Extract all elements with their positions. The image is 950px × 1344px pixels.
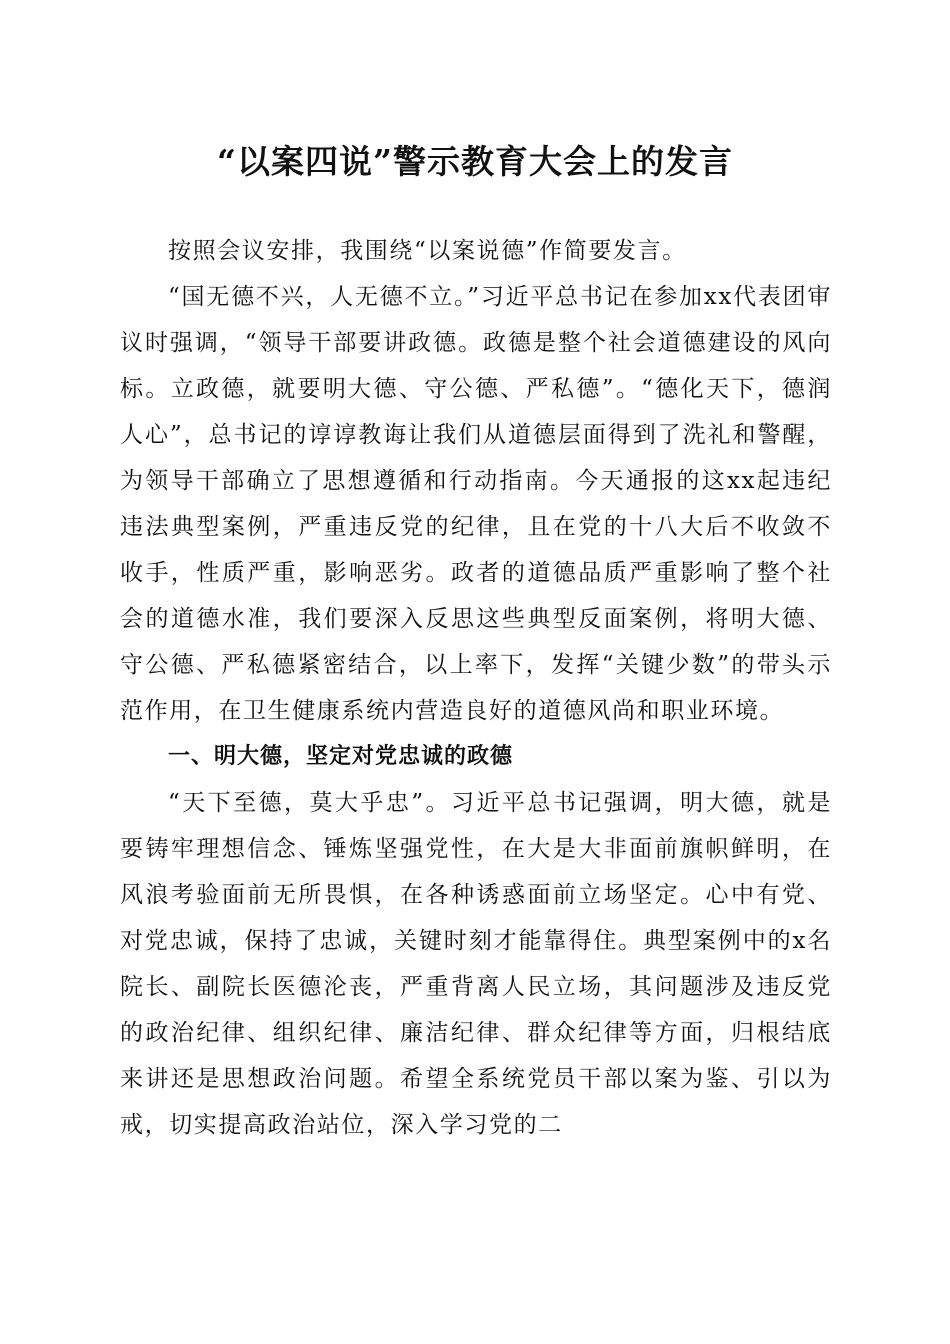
section-heading-1: 一、明大德，坚定对党忠诚的政德 [168,744,514,769]
document-body [120,228,832,1148]
context-paragraph: “国无德不兴，人无德不立。”习近平总书记在参加xx代表团审议时强调，“领导干部要讲政德。政德是整个社会道德建设的风向标。立政德，就要明大德、守公德、严私德”。“德化天下，德润人心”，总书记的谆谆教诲让我们从道德层面得到了洗礼和警醒，为领导干部确立了思想遵循和行动指南。今天通报的这xx起违纪违法典型案例，严重违反党的纪律，且在党的十八大后不收敛不收手，性质严重，影响恶劣。政者的道德品质严重影响了整个社会的道德水准，我们要深入反思这些典型反面案例，将明大德、守公德、严私德紧密结合，以上率下，发挥“关键少数”的带头示范作用，在卫生健康系统内营造良好的道德风尚和职业环境。 [120,284,832,724]
intro-paragraph: 按照会议安排，我围绕“以案说德”作简要发言。 [168,238,687,264]
document-title: “以案四说”警示教育大会上的发言 [217,142,733,181]
section-1-paragraph: “天下至德，莫大乎忠”。习近平总书记强调，明大德，就是要铸牢理想信念、锤炼坚强党性，在大是大非面前旗帜鲜明，在风浪考验面前无所畏惧，在各种诱惑面前立场坚定。心中有党、对党忠诚，保持了忠诚，关键时刻才能靠得住。典型案例中的x名院长、副院长医德沦丧，严重背离人民立场，其问题涉及违反党的政治纪律、组织纪律、廉洁纪律、群众纪律等方面，归根结底来讲还是思想政治问题。希望全系统党员干部以案为鉴、引以为戒，切实提高政治站位，深入学习党的二 [120,790,832,1138]
